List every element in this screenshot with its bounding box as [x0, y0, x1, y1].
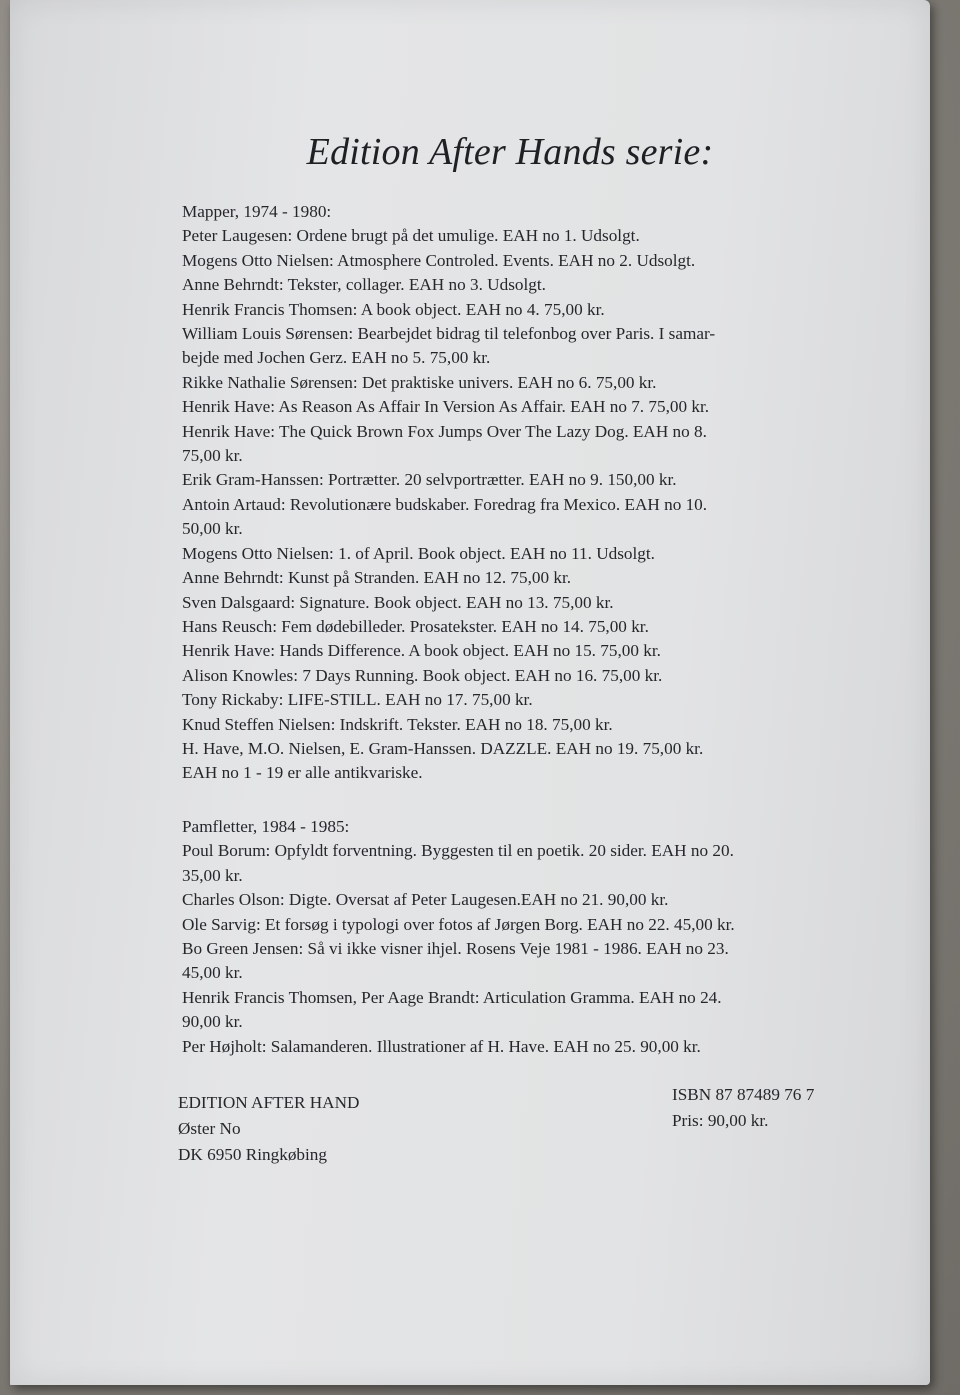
- list-item: Antoin Artaud: Revolutionære budskaber. Foredrag fra Mexico. EAH no 10.: [182, 494, 708, 514]
- list-item: Henrik Francis Thomsen: A book object. EAH no 4. 75,00 kr.: [182, 299, 605, 319]
- list-item: 90,00 kr.: [182, 1012, 243, 1032]
- list-item: William Louis Sørensen: Bearbejdet bidrag til telefonbog over Paris. I samar-: [182, 324, 716, 344]
- section-heading: Pamfletter, 1984 - 1985:: [182, 817, 350, 836]
- mapper-section: [182, 200, 862, 786]
- list-item: Poul Borum: Opfyldt forventning. Byggesten til en poetik. 20 sider. EAH no 20.: [182, 841, 734, 861]
- list-item: Ole Sarvig: Et forsøg i typologi over fotos af Jørgen Borg. EAH no 22. 45,00 kr.: [182, 914, 735, 934]
- isbn-number: ISBN 87 87489 76 7: [672, 1085, 815, 1104]
- list-item: Henrik Francis Thomsen, Per Aage Brandt: Articulation Gramma. EAH no 24.: [182, 987, 722, 1007]
- price: Pris: 90,00 kr.: [672, 1111, 769, 1130]
- list-item: Bo Green Jensen: Så vi ikke visner ihjel. Rosens Veje 1981 - 1986. EAH no 23.: [182, 939, 729, 959]
- list-item: Charles Olson: Digte. Oversat af Peter Laugesen.EAH no 21. 90,00 kr.: [182, 890, 669, 910]
- list-item: Rikke Nathalie Sørensen: Det praktiske univers. EAH no 6. 75,00 kr.: [182, 372, 657, 392]
- list-item: Anne Behrndt: Tekster, collager. EAH no 3. Udsolgt.: [182, 275, 546, 295]
- list-item: Mogens Otto Nielsen: 1. of April. Book object. EAH no 11. Udsolgt.: [182, 543, 655, 563]
- list-item: 45,00 kr.: [182, 963, 243, 983]
- cover-content: [10, 0, 930, 1385]
- list-item: EAH no 1 - 19 er alle antikvariske.: [182, 763, 423, 783]
- list-item: 75,00 kr.: [182, 446, 243, 466]
- isbn-price-block: [672, 1082, 814, 1134]
- list-item: Sven Dalsgaard: Signature. Book object. EAH no 13. 75,00 kr.: [182, 592, 614, 612]
- publisher-city: DK 6950 Ringkøbing: [178, 1145, 327, 1164]
- list-item: Henrik Have: The Quick Brown Fox Jumps Over The Lazy Dog. EAH no 8.: [182, 421, 707, 441]
- publisher-address: [178, 1090, 359, 1168]
- section-heading: Mapper, 1974 - 1980:: [182, 202, 332, 221]
- series-title: Edition After Hands serie:: [306, 131, 714, 173]
- list-item: Alison Knowles: 7 Days Running. Book object. EAH no 16. 75,00 kr.: [182, 665, 663, 685]
- list-item: Hans Reusch: Fem dødebilleder. Prosatekster. EAH no 14. 75,00 kr.: [182, 616, 649, 636]
- list-item: Knud Steffen Nielsen: Indskrift. Tekster. EAH no 18. 75,00 kr.: [182, 714, 613, 734]
- list-item: H. Have, M.O. Nielsen, E. Gram-Hanssen. DAZZLE. EAH no 19. 75,00 kr.: [182, 738, 704, 758]
- publisher-street: Øster No: [178, 1119, 241, 1138]
- list-item: Erik Gram-Hanssen: Portrætter. 20 selvportrætter. EAH no 9. 150,00 kr.: [182, 470, 677, 490]
- publisher-name: EDITION AFTER HAND: [178, 1093, 360, 1112]
- list-item: Henrik Have: As Reason As Affair In Version As Affair. EAH no 7. 75,00 kr.: [182, 397, 710, 417]
- list-item: Anne Behrndt: Kunst på Stranden. EAH no 12. 75,00 kr.: [182, 568, 572, 588]
- book-back-cover: [10, 0, 930, 1385]
- list-item: bejde med Jochen Gerz. EAH no 5. 75,00 kr.: [182, 348, 491, 368]
- list-item: Henrik Have: Hands Difference. A book object. EAH no 15. 75,00 kr.: [182, 641, 661, 661]
- pamfletter-section: [182, 815, 862, 1059]
- list-item: Per Højholt: Salamanderen. Illustrationer af H. Have. EAH no 25. 90,00 kr.: [182, 1036, 701, 1056]
- list-item: 50,00 kr.: [182, 519, 243, 539]
- list-item: Mogens Otto Nielsen: Atmosphere Controled. Events. EAH no 2. Udsolgt.: [182, 250, 696, 270]
- list-item: 35,00 kr.: [182, 865, 243, 885]
- list-item: Peter Laugesen: Ordene brugt på det umulige. EAH no 1. Udsolgt.: [182, 226, 640, 246]
- list-item: Tony Rickaby: LIFE-STILL. EAH no 17. 75,00 kr.: [182, 690, 533, 710]
